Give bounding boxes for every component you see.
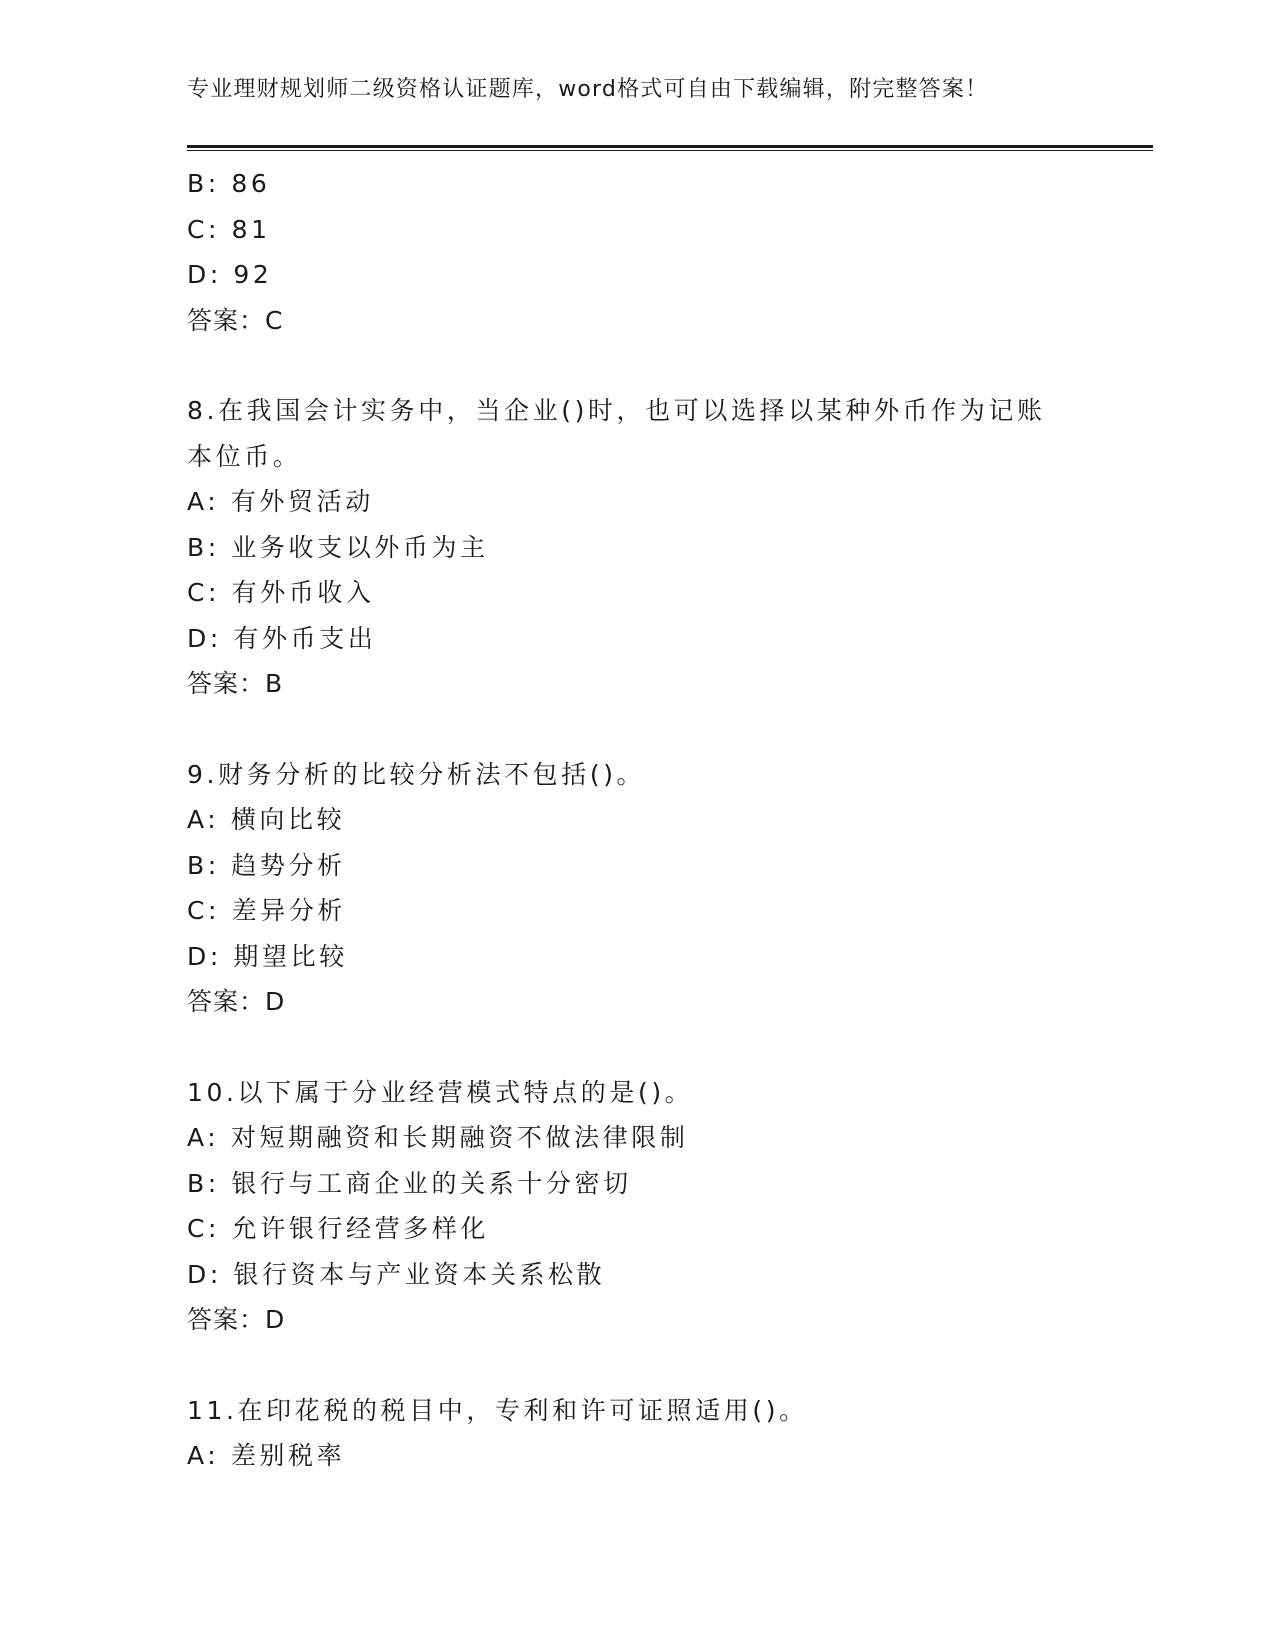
question-stem: 8.在我国会计实务中，当企业()时，也可以选择以某种外币作为记账 [187,396,1046,425]
header-rule [187,145,1153,151]
option-a: A: 差别税率 [187,1441,346,1470]
question-11 [187,1388,1087,1479]
document-body [187,161,1087,1479]
option-c: C: 81 [187,214,271,244]
answer: 答案：C [187,305,284,335]
option-a: A: 有外贸活动 [187,487,374,516]
question-stem: 9.财务分析的比较分析法不包括()。 [187,759,646,789]
option-d: D: 银行资本与产业资本关系松散 [187,1259,606,1289]
option-a: A: 对短期融资和长期融资不做法律限制 [187,1123,689,1152]
option-d: D: 有外币支出 [187,623,377,653]
option-b: B: 银行与工商企业的关系十分密切 [187,1168,632,1198]
option-b: B: 86 [187,169,271,198]
option-b: B: 趋势分析 [187,850,346,880]
answer: 答案：D [187,1305,286,1334]
question-stem: 本位币。 [187,441,302,471]
option-c: C: 差异分析 [187,896,347,925]
answer: 答案：B [187,669,284,698]
option-d: D: 期望比较 [187,941,348,971]
question-8 [187,388,1087,707]
page-header: 专业理财规划师二级资格认证题库，word格式可自由下载编辑，附完整答案！ [187,77,989,102]
option-d: D: 92 [187,260,273,289]
option-a: A: 横向比较 [187,805,346,834]
option-b: B: 业务收支以外币为主 [187,532,489,562]
answer: 答案：D [187,987,286,1016]
option-c: C: 有外币收入 [187,578,375,607]
option-c: C: 允许银行经营多样化 [187,1214,490,1243]
question-9 [187,752,1087,1025]
question-stem: 10.以下属于分业经营模式特点的是()。 [187,1077,694,1107]
question-fragment [187,161,1087,343]
question-10 [187,1070,1087,1343]
question-stem: 11.在印花税的税目中，专利和许可证照适用()。 [187,1395,808,1425]
